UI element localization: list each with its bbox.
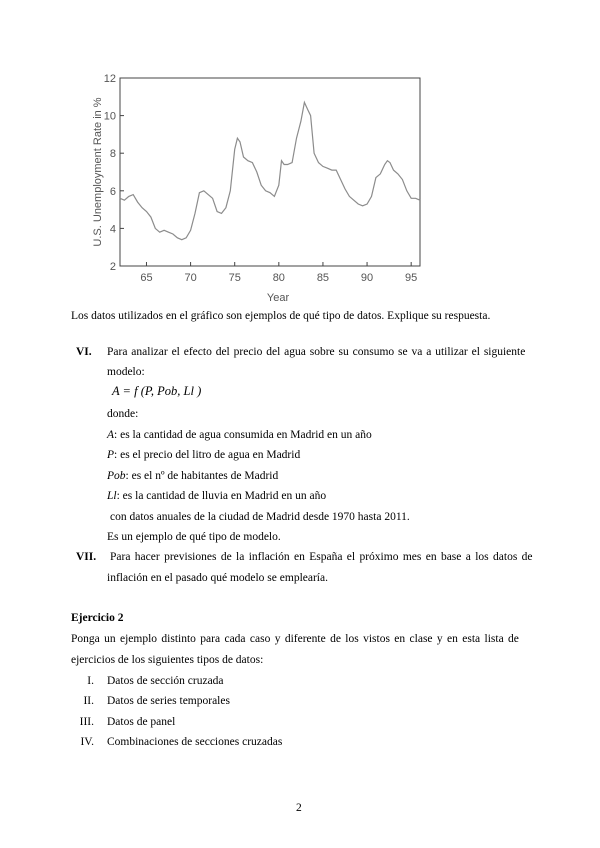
x-tick-label: 95 xyxy=(405,272,418,284)
y-tick-label: 12 xyxy=(103,73,116,85)
y-tick-label: 4 xyxy=(109,223,116,236)
y-tick-label: 8 xyxy=(109,148,116,161)
def-ll-text: : es la cantidad de lluvia en Madrid en un año xyxy=(116,490,327,502)
var-pob: Pob xyxy=(107,470,126,482)
x-tick-label: 80 xyxy=(272,272,285,284)
y-tick-label: 2 xyxy=(109,261,116,273)
series-line-unemployment xyxy=(120,102,420,239)
list-item-3-number: III. xyxy=(79,716,94,728)
x-tick-label: 75 xyxy=(228,272,241,284)
page-number: 2 xyxy=(296,802,302,814)
list-item-1-number: I. xyxy=(87,675,94,687)
donde-label: donde: xyxy=(107,408,139,420)
x-tick-label: 70 xyxy=(184,272,197,284)
x-axis xyxy=(140,262,417,284)
unemployment-chart xyxy=(85,66,435,306)
section-vi-line1: Para analizar el efecto del precio del agua sobre su consumo se va a utilizar el siguiente xyxy=(107,346,526,358)
section-vii-line1: Para hacer previsiones de la inflación en España el próximo mes en base a los datos de xyxy=(110,551,533,563)
definition-a xyxy=(107,428,372,442)
def-a-text: : es la cantidad de agua consumida en Madrid en un año xyxy=(114,429,372,441)
list-item-3-label: Datos de panel xyxy=(107,716,176,728)
exercise2-line2: ejercicios de los siguientes tipos de datos: xyxy=(71,654,264,666)
definition-p xyxy=(107,448,300,462)
list-item-1-label: Datos de sección cruzada xyxy=(107,675,224,687)
var-p: P xyxy=(107,449,115,461)
section-vii-line2: inflación en el pasado qué modelo se emplearía. xyxy=(107,572,328,584)
def-p-text: : es el precio del litro de agua en Madrid xyxy=(114,449,301,461)
def-pob-text: : es el nº de habitantes de Madrid xyxy=(125,470,279,482)
list-item-4-number: IV. xyxy=(80,736,94,748)
x-tick-label: 85 xyxy=(316,272,330,284)
chart-question: Los datos utilizados en el gráfico son ejemplos de qué tipo de datos. Explique su respuesta. xyxy=(71,310,491,322)
section-vi-question: Es un ejemplo de qué tipo de modelo. xyxy=(107,531,281,543)
y-axis-label: U.S. Unemployment Rate in % xyxy=(92,97,104,247)
x-axis-label: Year xyxy=(266,292,290,304)
var-ll: Ll xyxy=(107,490,117,502)
list-item-2-label: Datos de series temporales xyxy=(107,695,230,707)
list-item-2-number: II. xyxy=(83,695,94,707)
y-tick-label: 10 xyxy=(103,110,116,123)
exercise2-title: Ejercicio 2 xyxy=(71,612,124,624)
list-item-4-label: Combinaciones de secciones cruzadas xyxy=(107,736,283,748)
definition-ll xyxy=(107,489,326,503)
var-a: A xyxy=(107,429,115,441)
x-tick-label: 65 xyxy=(140,272,153,284)
model-formula: A = f (P, Pob, Ll ) xyxy=(112,384,202,398)
y-tick-label: 6 xyxy=(109,185,116,198)
y-axis xyxy=(104,73,124,273)
section-vii-number: VII. xyxy=(76,551,97,563)
plot-frame xyxy=(120,78,420,266)
exercise2-line1: Ponga un ejemplo distinto para cada caso y diferente de los vistos en clase y en esta lista de xyxy=(71,633,519,645)
data-description: con datos anuales de la ciudad de Madrid desde 1970 hasta 2011. xyxy=(110,511,410,523)
section-vi-line2: modelo: xyxy=(107,366,145,378)
x-tick-label: 90 xyxy=(360,272,374,284)
section-vi-number: VI. xyxy=(76,346,92,358)
definition-pob xyxy=(107,469,278,483)
